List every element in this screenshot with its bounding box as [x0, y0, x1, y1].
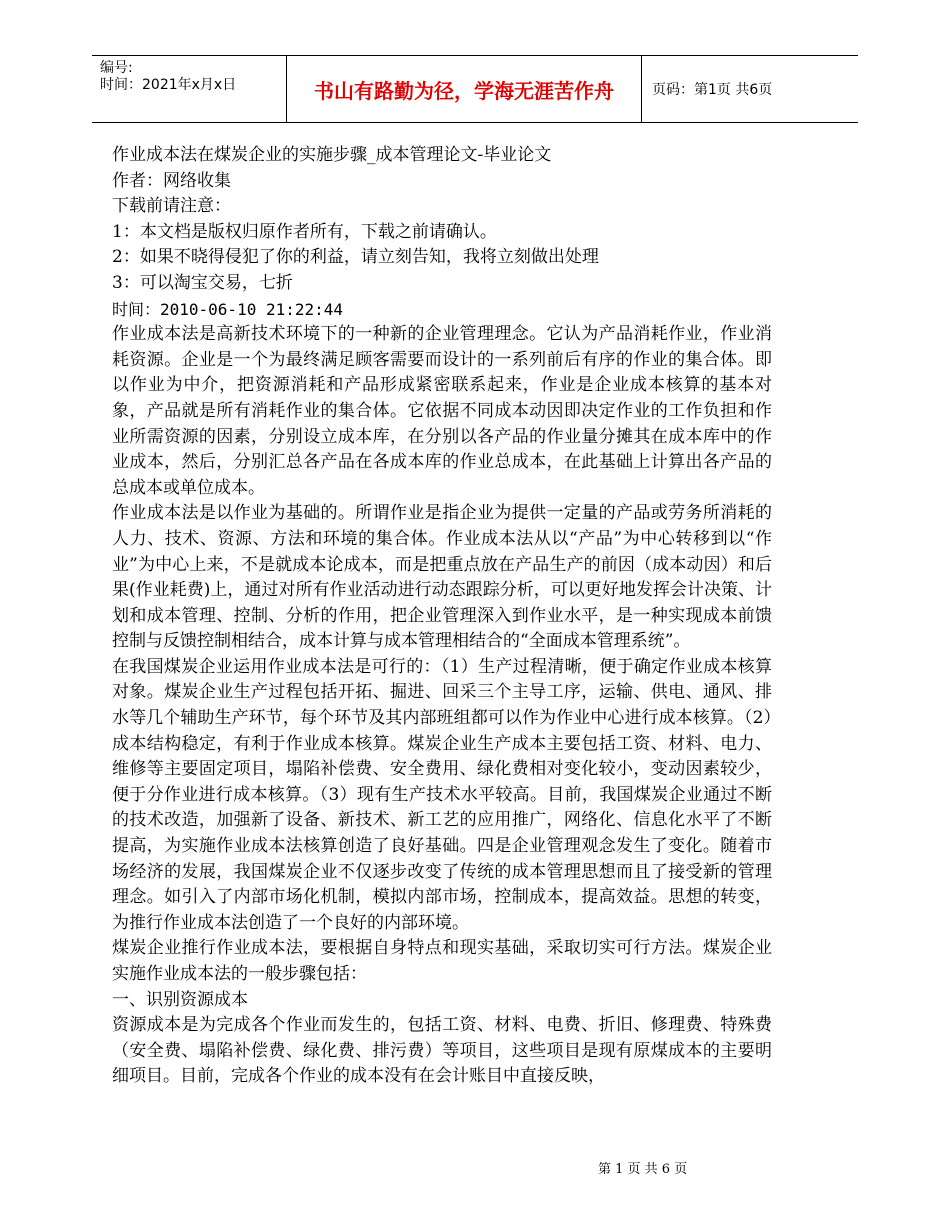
header-motto: 书山有路勤为径，学海无涯苦作舟: [314, 78, 614, 103]
document-number-label: 编号:: [100, 60, 133, 76]
notice-item: 3：可以淘宝交易，七折: [112, 272, 293, 293]
header-meta: [92, 56, 286, 122]
article-title: 作业成本法在煤炭企业的实施步骤_成本管理论文-毕业论文: [112, 145, 552, 165]
notice-item: 2：如果不晓得侵犯了你的利益，请立刻告知，我将立刻做出处理: [112, 247, 599, 268]
page-header: [92, 55, 858, 123]
notice-item: 1：本文档是版权归原作者所有，下载之前请确认。: [112, 221, 497, 242]
header-motto-cell: [286, 56, 642, 122]
body-paragraph: 在我国煤炭企业运用作业成本法是可行的：（1）生产过程清晰，便于确定作业成本核算对象。煤炭企业生产过程包括开拓、掘进、回采三个主导工序，运输、供电、通风、排水等几个辅助生产环节，每个环节及其内部班组都可以作为作业中心进行成本核算。（2）成本结构稳定，有利于作业成本核算。煤炭企业生产成本主要包括工资、材料、电力、维修等主要固定项目，塌陷补偿费、安全费用、绿化费相对变化较小，变动因素较少，便于分作业进行成本核算。（3）现有生产技术水平较高。目前，我国煤炭企业通过不断的技术改造，加强新了设备、新技术、新工艺的应用推广，网络化、信息化水平了不断提高，为实施作业成本法核算创造了良好基础。四是企业管理观念发生了变化。随着市场经济的发展，我国煤炭企业不仅逐步改变了传统的成本管理思想而且了接受新的管理理念。如引入了内部市场化机制，模拟内部市场，控制成本，提高效益。思想的转变，为推行作业成本法创造了一个良好的内部环境。: [112, 656, 772, 933]
section-heading: 一、识别资源成本: [112, 989, 248, 1010]
header-page-info: 页码：第1页 共6页: [652, 82, 773, 98]
page-footer: 第 1 页 共 6 页: [598, 1162, 688, 1177]
body-paragraph: 作业成本法是高新技术环境下的一种新的企业管理理念。它认为产品消耗作业，作业消耗资源。企业是一个为最终满足顾客需要而设计的一系列前后有序的作业的集合体。即以作业为中介，把资源消耗和产品形成紧密联系起来，作业是企业成本核算的基本对象，产品就是所有消耗作业的集合体。它依据不同成本动因即决定作业的工作负担和作业所需资源的因素，分别设立成本库，在分别以各产品的作业量分摊其在成本库中的作业成本，然后，分别汇总各产品在各成本库的作业总成本，在此基础上计算出各产品的总成本或单位成本。: [112, 324, 772, 498]
notice-heading: 下载前请注意：: [112, 196, 231, 217]
article-author: 作者：网络收集: [112, 170, 231, 191]
body-paragraph: 作业成本法是以作业为基础的。所谓作业是指企业为提供一定量的产品或劳务所消耗的人力、技术、资源、方法和环境的集合体。作业成本法从以“产品”为中心转移到以“作业”为中心上来，不是就成本论成本，而是把重点放在产品生产的前因（成本动因）和后果(作业耗费)上，通过对所有作业活动进行动态跟踪分析，可以更好地发挥会计决策、计划和成本管理、控制、分析的作用，把企业管理深入到作业水平，是一种实现成本前馈控制与反馈控制相结合，成本计算与成本管理相结合的“全面成本管理系统”。: [112, 503, 772, 652]
body-paragraph: 煤炭企业推行作业成本法，要根据自身特点和现实基础，采取切实可行方法。煤炭企业实施作业成本法的一般步骤包括：: [112, 938, 772, 984]
article-time: 时间：2010-06-10 21:22:44: [112, 299, 344, 319]
body-paragraph: 资源成本是为完成各个作业而发生的，包括工资、材料、电费、折旧、修理费、特殊费（安全费、塌陷补偿费、绿化费、排污费）等项目，这些项目是现有原煤成本的主要明细项目。目前，完成各个作业的成本没有在会计账目中直接反映，: [112, 1015, 772, 1087]
document-time: 时间：2021年x月x日: [100, 77, 237, 93]
document-body: [112, 143, 772, 1090]
